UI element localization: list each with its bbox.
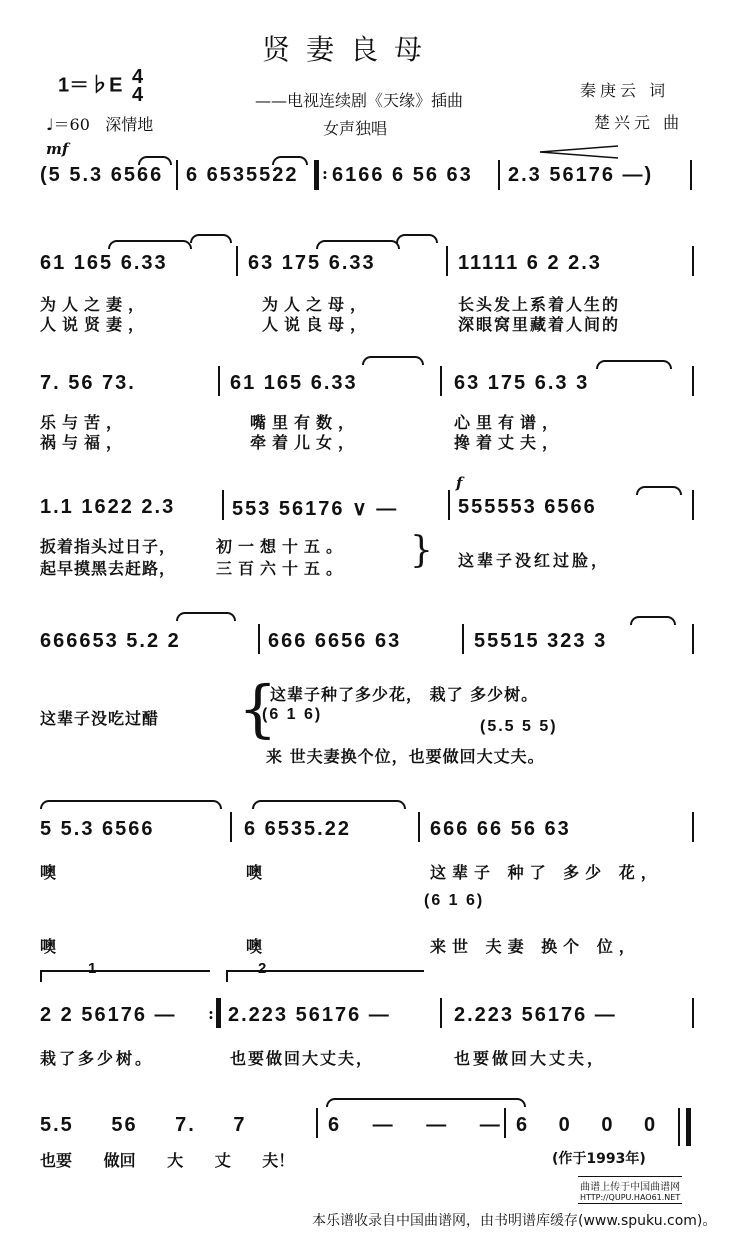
lyric-5-1b: 噢 bbox=[40, 937, 57, 956]
barline bbox=[176, 160, 178, 190]
measure-4-2: 666 6656 63 bbox=[268, 630, 402, 652]
barline bbox=[504, 1108, 506, 1138]
lyric-5-2a: 噢 bbox=[246, 863, 263, 882]
lyric-3-2a: 初一想十五。 bbox=[216, 537, 349, 556]
key-text: 1＝♭E bbox=[58, 74, 123, 97]
tie bbox=[326, 1098, 526, 1107]
lyric-2-3a: 心里有谱， bbox=[454, 413, 565, 432]
measure-5-1: 5 5.3 6566 bbox=[40, 818, 155, 840]
repeat-dots: : bbox=[322, 164, 328, 183]
repeat-end-dots: : bbox=[208, 1004, 214, 1023]
measure-3-1: 1.1 1622 2.3 bbox=[40, 496, 176, 518]
volta-1-number: 1 bbox=[88, 960, 97, 977]
lyric-4-left: 这辈子没吃过醋 bbox=[40, 709, 160, 728]
barline bbox=[236, 246, 238, 276]
measure-5-2: 6 6535.22 bbox=[244, 818, 351, 840]
lyric-1-3b: 深眼窝里藏着人间的 bbox=[458, 315, 621, 334]
lyric-brace: { bbox=[238, 672, 278, 745]
repeat-end-barline bbox=[216, 998, 221, 1028]
stamp-line-2: HTTP://QUPU.HAO61.NET bbox=[580, 1193, 681, 1202]
lyric-6-2: 也要做回大丈夫， bbox=[230, 1049, 375, 1068]
barline bbox=[462, 624, 464, 654]
final-barline-thin bbox=[678, 1108, 680, 1146]
alt-notes-5: (6 1 6) bbox=[424, 892, 485, 909]
stamp-line-1: 曲谱上传于中国曲谱网 bbox=[580, 1182, 681, 1193]
slur bbox=[596, 360, 672, 369]
barline bbox=[692, 812, 694, 842]
lyricist: 秦庚云 词 bbox=[580, 81, 670, 100]
barline bbox=[692, 366, 694, 396]
measure-0-4: 2.3 56176 —) bbox=[508, 164, 654, 186]
alt-notes-4a: (6 1 6) bbox=[262, 706, 323, 723]
measure-1-3: 11111 6 2 2.3 bbox=[458, 252, 602, 274]
time-bottom: 4 bbox=[132, 84, 144, 106]
measure-7-2: 6 — — — bbox=[328, 1114, 502, 1136]
slur bbox=[272, 156, 308, 165]
source-note: 本乐谱收录自中国曲谱网，由书明谱库缓存(www.spuku.com)。 bbox=[312, 1213, 717, 1229]
barline bbox=[230, 812, 232, 842]
time-signature bbox=[132, 68, 143, 104]
lyric-1-1a: 为人之妻， bbox=[40, 295, 151, 314]
barline bbox=[448, 490, 450, 520]
measure-7-1: 5.5 56 7. 7 bbox=[40, 1114, 247, 1136]
lyric-7: 也要 做回 大 丈 夫！ bbox=[40, 1151, 295, 1170]
composition-date: (作于1993年) bbox=[552, 1151, 646, 1167]
slur bbox=[362, 356, 424, 365]
lyric-2-2b: 牵着儿女， bbox=[250, 433, 361, 452]
dynamic-mf: mf bbox=[46, 140, 69, 158]
crescendo-hairpin bbox=[540, 142, 620, 162]
measure-6-3: 2.223 56176 — bbox=[454, 1004, 617, 1026]
lyric-1-2b: 人说良母， bbox=[262, 315, 373, 334]
lyric-4-line1: 这辈子种了多少花， 栽了 多少树。 bbox=[270, 685, 539, 704]
measure-6-1: 2 2 56176 — bbox=[40, 1004, 177, 1026]
measure-0-1: (5 5.3 6566 bbox=[40, 164, 164, 186]
final-barline-thick bbox=[686, 1108, 691, 1146]
lyric-6-3: 也要做回大丈夫， bbox=[454, 1049, 607, 1068]
key-signature bbox=[58, 68, 143, 104]
barline bbox=[446, 246, 448, 276]
slur bbox=[190, 234, 232, 243]
barline bbox=[692, 246, 694, 276]
lyric-2-2a: 嘴里有数， bbox=[250, 413, 361, 432]
lyric-2-1a: 乐与苦， bbox=[40, 413, 129, 432]
subtitle: ——电视连续剧《天缘》插曲 bbox=[255, 91, 464, 110]
tempo-mark bbox=[46, 112, 153, 135]
barline bbox=[690, 160, 692, 190]
barline bbox=[692, 998, 694, 1028]
volta-1 bbox=[40, 960, 210, 982]
slur bbox=[316, 240, 400, 249]
barline bbox=[692, 490, 694, 520]
phrase-slur bbox=[252, 800, 406, 809]
lyric-3-2b: 三百六十五。 bbox=[216, 559, 349, 578]
measure-1-1: 61 165 6.33 bbox=[40, 252, 168, 274]
barline bbox=[222, 490, 224, 520]
barline bbox=[498, 160, 500, 190]
lyric-4-line2: 来 世夫妻换个位，也要做回大丈夫。 bbox=[266, 747, 545, 766]
measure-2-3: 63 175 6.3 3 bbox=[454, 372, 590, 394]
barline bbox=[316, 1108, 318, 1138]
time-top: 4 bbox=[132, 66, 144, 88]
lyric-6-1: 栽了多少树。 bbox=[40, 1049, 155, 1068]
expression-text: 深情地 bbox=[105, 115, 154, 134]
slur bbox=[636, 486, 682, 495]
lyric-3-1b: 起早摸黑去赶路， bbox=[40, 559, 177, 578]
dynamic-f: f bbox=[456, 474, 463, 492]
barline bbox=[258, 624, 260, 654]
lyric-2-3b: 搀着丈夫， bbox=[454, 433, 565, 452]
volta-2-number: 2 bbox=[258, 960, 267, 977]
slur bbox=[396, 234, 438, 243]
slur bbox=[176, 612, 236, 621]
phrase-slur bbox=[40, 800, 222, 809]
volta-2 bbox=[226, 960, 424, 982]
song-title: 贤妻良母 bbox=[262, 33, 439, 66]
measure-3-3: 555553 6566 bbox=[458, 496, 597, 518]
measure-3-2: 553 56176 ∨ — bbox=[232, 498, 399, 520]
lyric-3-1a: 扳着指头过日子， bbox=[40, 537, 177, 556]
barline bbox=[418, 812, 420, 842]
lyric-5-3b: 来世 夫妻 换个 位， bbox=[430, 937, 641, 956]
measure-2-2: 61 165 6.33 bbox=[230, 372, 358, 394]
watermark-stamp bbox=[578, 1176, 682, 1204]
lyric-brace: } bbox=[410, 530, 433, 571]
measure-7-3: 6 0 0 0 bbox=[516, 1114, 658, 1136]
slur bbox=[630, 616, 676, 625]
tempo-text: ♩＝60 bbox=[46, 115, 90, 134]
measure-6-2: 2.223 56176 — bbox=[228, 1004, 391, 1026]
barline bbox=[218, 366, 220, 396]
repeat-start-barline bbox=[314, 160, 319, 190]
lyric-2-1b: 祸与福， bbox=[40, 433, 129, 452]
barline bbox=[692, 624, 694, 654]
lyric-1-3a: 长头发上系着人生的 bbox=[458, 295, 621, 314]
measure-4-1: 666653 5.2 2 bbox=[40, 630, 181, 652]
lyric-1-1b: 人说贤妻， bbox=[40, 315, 151, 334]
lyric-3-merged: 这辈子没红过脸， bbox=[458, 551, 611, 570]
lyric-5-3a: 这辈子 种了 多少 花， bbox=[430, 863, 663, 882]
barline bbox=[440, 998, 442, 1028]
measure-0-2: 6 6535522 bbox=[186, 164, 299, 186]
measure-2-1: 7. 56 73. bbox=[40, 372, 136, 394]
alt-notes-4b: (5.5 5 5) bbox=[480, 718, 558, 735]
barline bbox=[440, 366, 442, 396]
voice-type: 女声独唱 bbox=[323, 119, 388, 138]
lyric-5-1a: 噢 bbox=[40, 863, 57, 882]
measure-4-3: 55515 323 3 bbox=[474, 630, 608, 652]
measure-5-3: 666 66 56 63 bbox=[430, 818, 571, 840]
measure-0-3: 6166 6 56 63 bbox=[332, 164, 473, 186]
lyric-5-2b: 噢 bbox=[246, 937, 263, 956]
slur bbox=[108, 240, 192, 249]
composer: 楚兴元 曲 bbox=[594, 113, 684, 132]
slur bbox=[138, 156, 172, 165]
measure-1-2: 63 175 6.33 bbox=[248, 252, 376, 274]
lyric-1-2a: 为人之母， bbox=[262, 295, 373, 314]
